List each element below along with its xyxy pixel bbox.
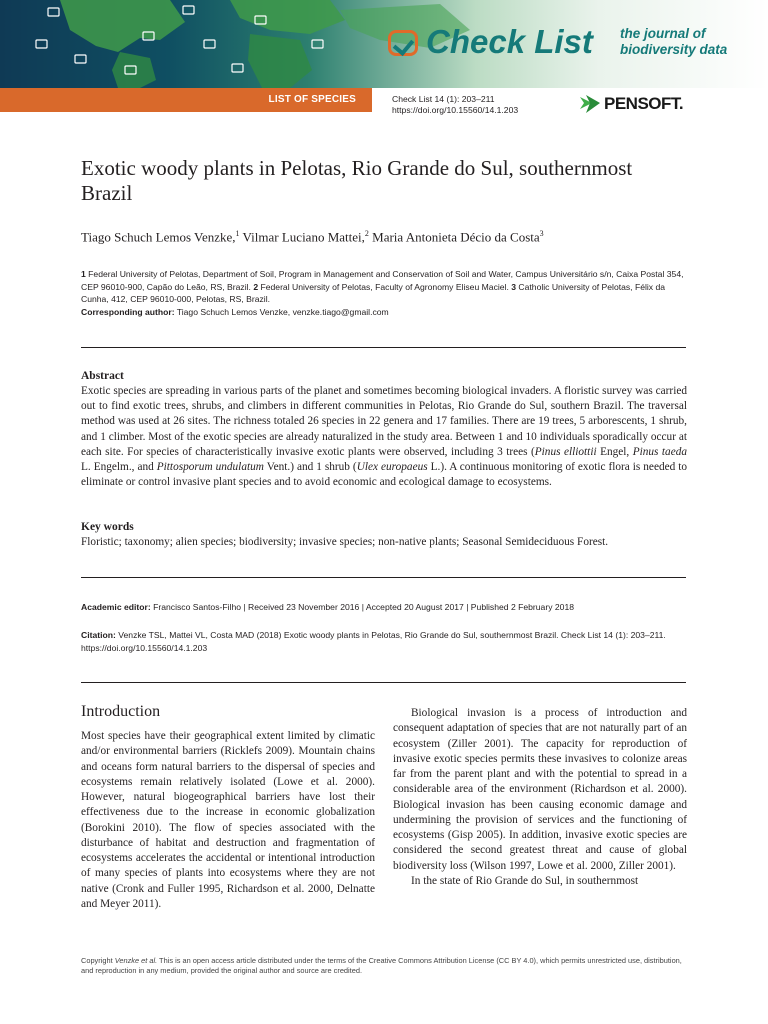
citation-label: Citation: [81, 630, 116, 640]
affil-number: 1 [81, 269, 86, 279]
author-name[interactable]: Tiago Schuch Lemos Venzke, [81, 229, 236, 245]
affil-number: 2 [253, 281, 259, 292]
author-list [81, 229, 701, 245]
issue-info [392, 94, 518, 116]
checkbox-logo-icon [388, 30, 418, 56]
corresponding-text[interactable]: Tiago Schuch Lemos Venzke, venzke.tiago@gmail.com [174, 307, 389, 317]
corresponding-label: Corresponding author: [81, 307, 175, 317]
body-paragraph: Biological invasion is a process of introduction and consequent adaptation of species that are not naturally part of an ecosystem (Ziller 2001). The capacity for reproduction of invasive exotic species permits these invasives to colonize areas far from the parent plant and with the potential to spread in a considerable area of the environment (Richardson et al. 2000). Biological invasion has been causing economic damage and undermining the provision of services and the functioning of ecosystems (Gisp 2005). In addition, invasive exotic species are considered the second greatest threat and cause of global biodiversity loss (Wilson 1997, Lowe et al. 2000, Ziller 2001). [393, 707, 687, 872]
species-name: Pinus elliottii [534, 445, 597, 458]
affiliations [81, 268, 687, 306]
affil-text: Federal University of Pelotas, Faculty of Agronomy Eliseu Maciel. [258, 281, 512, 292]
abstract-segment: Exotic species are spreading in various parts of the planet and sometimes becoming biological invaders. A floristic survey was carried out to find exotic trees, shrubs, and climbers in different communities in Pelotas, Rio Grande do Sul, southern Brazil. The traversal method was used at 26 sites. The richness totaled 26 species in 22 genera and 17 families. There are 19 trees, 5 arborescents, 1 shrub, and 1 climber. Most of the exotic species are already naturalized in the study area. Between 1 and 10 individuals sporadically occur at each site. For species of characteristically invasive exotic plants were observed, including 3 trees ( [81, 385, 687, 458]
author-name[interactable]: Vilmar Luciano Mattei, [239, 229, 365, 245]
section-strip [0, 88, 372, 112]
section-label: LIST OF SPECIES [268, 94, 356, 105]
copyright-prefix: Copyright [81, 956, 115, 965]
body-paragraph: In the state of Rio Grande do Sul, in southernmost [411, 874, 639, 887]
journal-tagline: the journal of biodiversity data [620, 26, 728, 57]
species-name: Ulex europaeus [356, 461, 428, 474]
journal-banner [0, 0, 768, 88]
divider [81, 347, 686, 348]
journal-name: Check List [426, 23, 593, 60]
publisher-name: PENSOFT. [604, 94, 684, 113]
affil-number: 3 [511, 281, 517, 292]
editor-text: Francisco Santos-Filho | Received 23 November 2016 | Accepted 20 August 2017 | Published 2 February 2018 [150, 602, 575, 612]
keywords-heading: Key words [81, 521, 134, 533]
body-column-right [393, 706, 687, 889]
divider [81, 682, 686, 683]
copyright-authors: Venzke et al. [114, 956, 158, 965]
author-name[interactable]: Maria Antonieta Décio da Costa [368, 229, 540, 245]
author-affil-mark: 3 [539, 229, 544, 238]
affil-text: Catholic University of Pelotas, Félix da Cunha, 412, CEP 96010-000, Pelotas, RS, Brazil. [81, 281, 666, 304]
citation [81, 629, 687, 654]
editorial-dates [81, 602, 701, 612]
author-affil-mark: 1 [235, 229, 240, 238]
species-name: Pinus taeda [632, 445, 688, 458]
abstract-segment: Vent.) and 1 shrub ( [263, 461, 357, 474]
journal-logo[interactable] [388, 22, 593, 62]
abstract-segment: L. Engelm., and [81, 461, 157, 474]
doi-link[interactable]: https://doi.org/10.15560/14.1.203 [392, 105, 519, 115]
affil-text: Federal University of Pelotas, Department of Soil, Program in Management and Conservation of Soil and Water, Campus Universitário s/n, Caixa Postal 354, CEP 96010-900, Capão do Leão, RS, Brazil. [81, 269, 684, 292]
species-name: Pittosporum undulatum [156, 461, 264, 474]
divider [81, 577, 686, 578]
citation-text[interactable]: Venzke TSL, Mattei VL, Costa MAD (2018) Exotic woody plants in Pelotas, Rio Grande do Sul, southernmost Brazil. Check List 14 (1): 203–211. https://doi.org/10.15560/14.1.203 [81, 630, 666, 653]
copyright-text: This is an open access article distributed under the terms of the Creative Commons Attribution License (CC BY 4.0), which permits unrestricted use, distribution, and reproduction in any medium, provided the original author and source are credited. [81, 956, 682, 975]
editor-label: Academic editor: [81, 602, 151, 612]
keywords-text: Floristic; taxonomy; alien species; biodiversity; invasive species; non-native plants; Seasonal Semideciduous Forest. [81, 536, 609, 548]
abstract-segment: L.). A continuous monitoring of exotic flora is needed to eliminate or control invasive plant species and to avoid economic and ecological damage to ecosystems. [81, 461, 688, 489]
abstract-heading: Abstract [81, 370, 124, 382]
article-title: Exotic woody plants in Pelotas, Rio Grande do Sul, southernmost Brazil [81, 156, 633, 205]
pensoft-leaf-icon [578, 93, 602, 115]
body-paragraph: Most species have their geographical extent limited by climatic and/or environmental barriers (Ricklefs 2009). Mountain chains and oceans form natural barriers to the dispersal of species and ecosystems remain relatively isolated (Lowe et al. 2000). However, natural biogeographical barriers have lost their effectiveness due to the increase in economic globalization (Borokini 2010). The flow of species associated with the disturbance of habitat and destruction and fragmentation of ecosystems accelerates the accidental or intentional introduction of many species of plants into ecosystems where they are not native (Cronk and Fuller 1995, Richardson et al. 2000, Delnatte and Meyer 2011). [81, 730, 375, 910]
introduction-heading: Introduction [81, 703, 161, 720]
abstract-segment: Engel, [596, 445, 633, 458]
body-column-left [81, 729, 375, 912]
copyright-notice [81, 956, 687, 976]
corresponding-author [81, 307, 687, 317]
author-affil-mark: 2 [364, 229, 369, 238]
abstract-text [81, 384, 687, 490]
publisher-logo[interactable] [578, 93, 683, 115]
issue-line: Check List 14 (1): 203–211 [392, 94, 495, 104]
